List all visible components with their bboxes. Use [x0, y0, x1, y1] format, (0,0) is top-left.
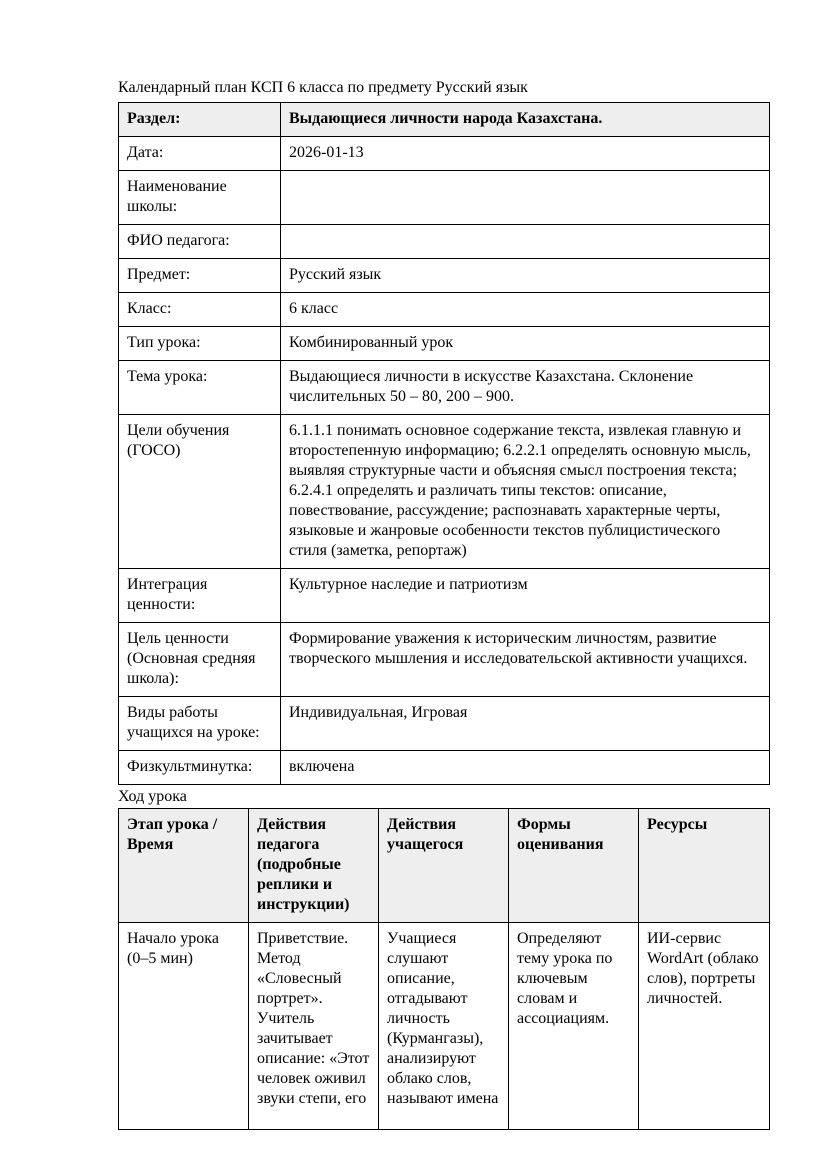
info-label-cell: Предмет:: [119, 259, 281, 293]
info-table-row: [119, 697, 770, 751]
lesson-header-cell: Формы оценивания: [509, 809, 639, 923]
info-label-cell: Физкультминутка:: [119, 751, 281, 785]
lesson-cell: Приветствие. Метод «Словесный портрет». Учитель зачитывает описание: «Этот человек оживил звуки степи, его: [249, 923, 379, 1130]
info-label-cell: Класс:: [119, 293, 281, 327]
info-table-row: [119, 327, 770, 361]
info-table-section-row: [119, 103, 770, 137]
info-value-cell: 6.1.1.1 понимать основное содержание текста, извлекая главную и второстепенную информацию; 6.2.2.1 определять основную мысль, выявляя структурные части и объясняя смысл построения текста; 6.2.4.1 определять и различать типы текстов: описание, повествование, рассуждение; распознавать характерные черты, языковые и жанровые особенности текстов публицистического стиля (заметка, репортаж): [281, 415, 770, 569]
info-label-cell: Цель ценности (Основная средняя школа):: [119, 623, 281, 697]
lesson-flow-heading: Ход урока: [118, 788, 187, 805]
info-label-cell: Тема урока:: [119, 361, 281, 415]
info-label-cell: Цели обучения (ГОСО): [119, 415, 281, 569]
lesson-header-cell: Ресурсы: [639, 809, 770, 923]
info-value-cell: [281, 225, 770, 259]
info-value-cell: 6 класс: [281, 293, 770, 327]
info-table-row: [119, 623, 770, 697]
lesson-cell: ИИ-сервис WordArt (облако слов), портреты личностей.: [639, 923, 770, 1130]
lesson-cell: Определяют тему урока по ключевым словам и ассоциациям.: [509, 923, 639, 1130]
info-value-cell: Формирование уважения к историческим личностям, развитие творческого мышления и исследовательской активности учащихся.: [281, 623, 770, 697]
info-label-cell: Раздел:: [119, 103, 281, 137]
info-value-cell: Культурное наследие и патриотизм: [281, 569, 770, 623]
lesson-cell: Начало урока (0–5 мин): [119, 923, 249, 1130]
info-label-cell: Интеграция ценности:: [119, 569, 281, 623]
lesson-info-table: [118, 102, 770, 785]
lesson-header-cell: Этап урока / Время: [119, 809, 249, 923]
info-table-row: [119, 259, 770, 293]
lesson-table-row: [119, 923, 770, 1130]
info-value-cell: Комбинированный урок: [281, 327, 770, 361]
info-value-cell: Русский язык: [281, 259, 770, 293]
lesson-plan-table: [118, 808, 770, 1130]
info-label-cell: ФИО педагога:: [119, 225, 281, 259]
info-label-cell: Наименование школы:: [119, 171, 281, 225]
info-label-cell: Виды работы учащихся на уроке:: [119, 697, 281, 751]
lesson-header-cell: Действия педагога (подробные реплики и инструкции): [249, 809, 379, 923]
info-table-row: [119, 137, 770, 171]
info-table-row: [119, 171, 770, 225]
info-table-row: [119, 293, 770, 327]
info-value-cell: 2026-01-13: [281, 137, 770, 171]
document-content: [118, 78, 769, 1130]
info-value-cell: [281, 171, 770, 225]
info-table-row: [119, 415, 770, 569]
info-value-cell: Индивидуальная, Игровая: [281, 697, 770, 751]
info-table-row: [119, 751, 770, 785]
info-table-row: [119, 569, 770, 623]
info-table-row: [119, 361, 770, 415]
info-value-cell: включена: [281, 751, 770, 785]
info-value-cell: Выдающиеся личности народа Казахстана.: [281, 103, 770, 137]
lesson-header-cell: Действия учащегося: [379, 809, 509, 923]
info-table-row: [119, 225, 770, 259]
info-label-cell: Дата:: [119, 137, 281, 171]
document-title: Календарный план КСП 6 класса по предмету Русский язык: [118, 79, 528, 96]
info-label-cell: Тип урока:: [119, 327, 281, 361]
info-value-cell: Выдающиеся личности в искусстве Казахстана. Склонение числительных 50 – 80, 200 – 900.: [281, 361, 770, 415]
lesson-cell: Учащиеся слушают описание, отгадывают личность (Курмангазы), анализируют облако слов, называют имена: [379, 923, 509, 1130]
lesson-table-header-row: [119, 809, 770, 923]
